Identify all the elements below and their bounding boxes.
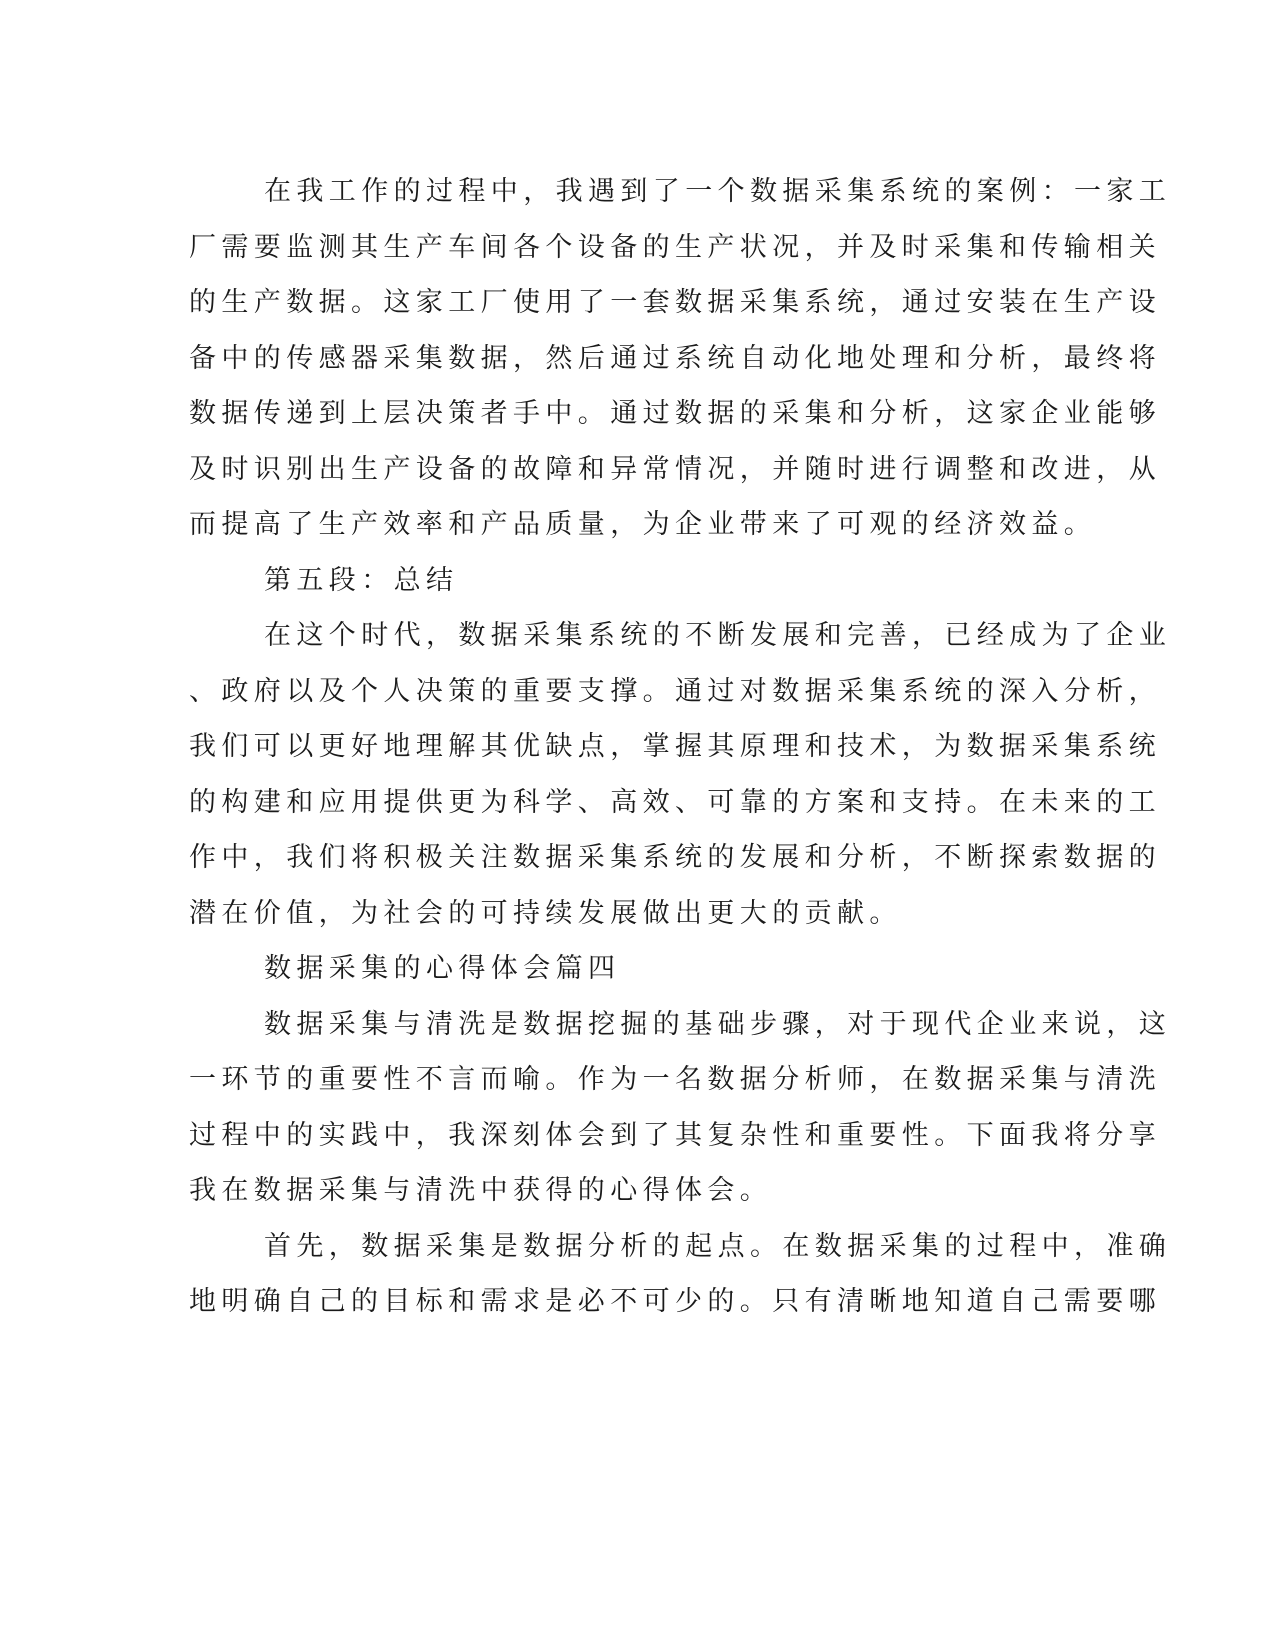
text-line: 及时识别出生产设备的故障和异常情况，并随时进行调整和改进，从 (189, 453, 1161, 485)
text-line: 首先，数据采集是数据分析的起点。在数据采集的过程中，准确 (264, 1230, 1172, 1262)
paragraph-intro (189, 997, 1172, 1219)
document-body (189, 164, 1172, 1330)
text-line: 我在数据采集与清洗中获得的心得体会。 (189, 1175, 773, 1206)
text-line: 一环节的重要性不言而喻。作为一名数据分析师，在数据采集与清洗 (189, 1064, 1161, 1095)
text-line: 潜在价值，为社会的可持续发展做出更大的贡献。 (189, 897, 902, 929)
article-heading-part-four (189, 941, 1079, 997)
text-line: 地明确自己的目标和需求是必不可少的。只有清晰地知道自己需要哪 (189, 1286, 1161, 1317)
text-line: 厂需要监测其生产车间各个设备的生产状况，并及时采集和传输相关 (189, 231, 1161, 263)
text-line: 作中，我们将积极关注数据采集系统的发展和分析，不断探索数据的 (189, 842, 1161, 873)
text-line: 数据传递到上层决策者手中。通过数据的采集和分析，这家企业能够 (189, 398, 1161, 429)
paragraph-case-study (189, 164, 1172, 553)
text-line: 而提高了生产效率和产品质量，为企业带来了可观的经济效益。 (189, 509, 1097, 540)
section-heading-summary (189, 553, 1079, 609)
article-title: 数据采集的心得体会篇四 (264, 953, 621, 984)
paragraph-summary (189, 608, 1172, 941)
text-line: 数据采集与清洗是数据挖掘的基础步骤，对于现代企业来说，这 (264, 1008, 1172, 1040)
section-heading: 第五段：总结 (264, 564, 459, 596)
text-line: 在我工作的过程中，我遇到了一个数据采集系统的案例：一家工 (264, 176, 1172, 207)
paragraph-first-point (189, 1219, 1172, 1330)
text-line: 备中的传感器采集数据，然后通过系统自动化地处理和分析，最终将 (189, 342, 1161, 374)
text-line: 、政府以及个人决策的重要支撑。通过对数据采集系统的深入分析， (189, 675, 1161, 707)
text-line: 的生产数据。这家工厂使用了一套数据采集系统，通过安装在生产设 (189, 287, 1161, 318)
text-line: 我们可以更好地理解其优缺点，掌握其原理和技术，为数据采集系统 (189, 731, 1161, 762)
text-line: 过程中的实践中，我深刻体会到了其复杂性和重要性。下面我将分享 (189, 1119, 1161, 1151)
text-line: 在这个时代，数据采集系统的不断发展和完善，已经成为了企业 (264, 620, 1172, 651)
text-line: 的构建和应用提供更为科学、高效、可靠的方案和支持。在未来的工 (189, 786, 1161, 818)
